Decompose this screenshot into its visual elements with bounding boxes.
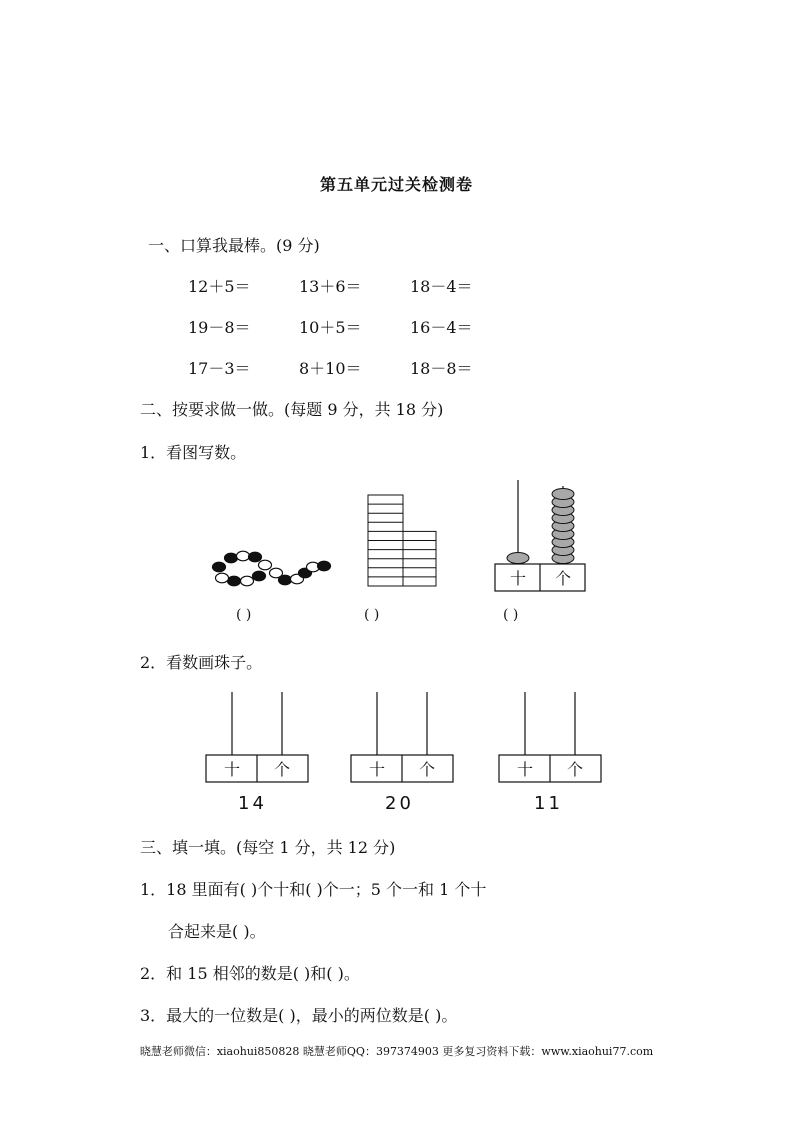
answer-blank-2[interactable]: ( ) xyxy=(364,607,380,623)
calc-item: 16－4＝ xyxy=(410,318,473,337)
calc-item: 18－4＝ xyxy=(410,277,473,296)
q2-label: 2．看数画珠子。 xyxy=(140,653,263,672)
ones-label: 个 xyxy=(273,760,291,779)
black-bead xyxy=(213,562,226,572)
target-number-2: 20 xyxy=(385,793,414,814)
calc-item: 13＋6＝ xyxy=(299,277,362,296)
ones-label: 个 xyxy=(566,760,584,779)
tens-label: 十 xyxy=(516,760,534,779)
tens-label: 十 xyxy=(368,760,386,779)
section3-heading: 三、填一填。(每空 1 分，共 12 分) xyxy=(140,838,396,857)
target-number-3: 11 xyxy=(534,793,563,814)
white-bead xyxy=(259,560,272,570)
black-bead xyxy=(318,561,331,571)
abacus-bead xyxy=(552,489,574,500)
empty-abacus[interactable] xyxy=(349,690,457,785)
ones-label: 个 xyxy=(418,760,436,779)
black-bead xyxy=(249,552,262,562)
white-bead xyxy=(237,551,250,561)
fill-question-1-line1: 1．18 里面有( )个十和( )个一；5 个一和 1 个十 xyxy=(140,880,487,899)
white-bead xyxy=(241,576,254,586)
section1-heading: 一、口算我最棒。(9 分) xyxy=(148,236,320,255)
answer-blank-3[interactable]: ( ) xyxy=(503,607,519,623)
q1-label: 1．看图写数。 xyxy=(140,443,247,462)
fill-question-3: 3．最大的一位数是( )，最小的两位数是( )。 xyxy=(140,1006,458,1025)
calc-item: 18－8＝ xyxy=(410,359,473,378)
tens-label: 十 xyxy=(509,569,527,588)
black-bead xyxy=(253,571,266,581)
abacus-bead xyxy=(507,553,529,564)
section2-heading: 二、按要求做一做。(每题 9 分，共 18 分) xyxy=(140,400,444,419)
target-number-1: 14 xyxy=(238,793,267,814)
empty-abacus[interactable] xyxy=(497,690,605,785)
white-bead xyxy=(216,573,229,583)
calc-item: 19－8＝ xyxy=(188,318,251,337)
tens-label: 十 xyxy=(223,760,241,779)
fill-question-1-line2: 合起来是( )。 xyxy=(168,922,266,941)
empty-abacus[interactable] xyxy=(204,690,312,785)
fill-question-2: 2．和 15 相邻的数是( )和( )。 xyxy=(140,964,360,983)
black-bead xyxy=(228,576,241,586)
tens-ones-bars-figure xyxy=(365,492,440,588)
calc-item: 17－3＝ xyxy=(188,359,251,378)
black-bead xyxy=(225,553,238,563)
answer-blank-1[interactable]: ( ) xyxy=(236,607,252,623)
ones-label: 个 xyxy=(554,569,572,588)
page-footer: 晓慧老师微信：xiaohui850828 晓慧老师QQ：397374903 更多复习资料下载：www.xiaohui77.com xyxy=(139,1045,654,1058)
black-bead xyxy=(279,575,292,585)
bead-chain-figure xyxy=(205,545,335,590)
abacus-with-beads xyxy=(493,478,588,593)
calc-item: 10＋5＝ xyxy=(299,318,362,337)
page-title: 第五单元过关检测卷 xyxy=(319,175,473,194)
calc-item: 8＋10＝ xyxy=(299,359,362,378)
calc-item: 12＋5＝ xyxy=(188,277,251,296)
